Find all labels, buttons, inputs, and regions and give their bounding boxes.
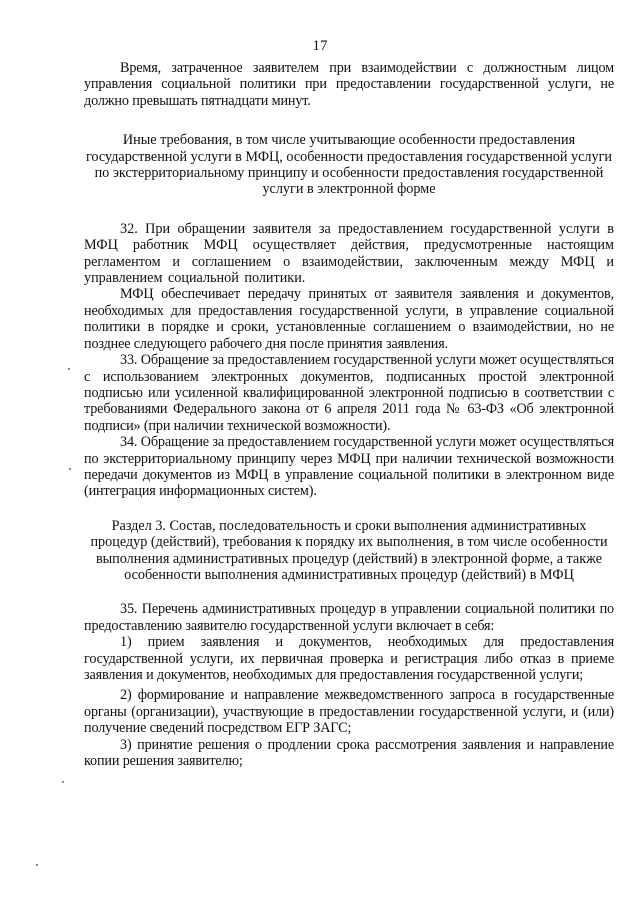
paragraph-33: 33. Обращение за предоставлением государственной услуги может осуществляться с использованием электронных документов, подписанных простой электронной подписью или усиленной квалифицированной электронной подписью в соответствии с требованиями Федерального закона от 6 апреля 2011 года № 63-ФЗ «Об электронной подписи» (при наличии технической возможности). — [84, 352, 614, 434]
document-body — [84, 60, 614, 769]
scan-speck — [68, 368, 70, 370]
spacer — [84, 198, 614, 221]
list-item-35-2: 2) формирование и направление межведомственного запроса в государственные органы (организации), участвующие в предоставлении государственной услуги, и (или) получение сведений посредством ЕГР ЗАГС; — [84, 687, 614, 737]
paragraph-35: 35. Перечень административных процедур в управлении социальной политики по предоставлению заявителю государственной услуги включает в себя: — [84, 601, 614, 634]
paragraph-time-limit: Время, затраченное заявителем при взаимодействии с должностным лицом управления социальной политики при предоставлении государственной услуги, не должно превышать пятнадцати минут. — [84, 60, 614, 109]
scan-speck — [69, 468, 71, 470]
scan-speck — [62, 781, 64, 783]
spacer — [84, 109, 614, 132]
paragraph-32a: 32. При обращении заявителя за предоставлением государственной услуги в МФЦ работник МФЦ осуществляет действия, предусмотренные настоящим регламентом и соглашением о взаимодействии, заключенным между МФЦ и управлением социальной политики. — [84, 220, 614, 287]
list-item-35-1: 1) прием заявления и документов, необходимых для предоставления государственной услуги, их первичная проверка и регистрация либо отказ в приеме заявления и документов, необходимых для предоставления государственной услуги; — [84, 634, 614, 683]
heading-section-3: Раздел 3. Состав, последовательность и сроки выполнения административных процедур (действий), требования к порядку их выполнения, в том числе особенности выполнения административных процедур (действий) в электронной форме, а также особенности выполнения административных процедур (действий) в МФЦ — [90, 517, 608, 583]
heading-other-requirements: Иные требования, в том числе учитывающие особенности предоставления государственной услуги в МФЦ, особенности предоставления государственной услуги по экстерриториальному принципу и особенности предоставления государственной услуги в электронной форме — [85, 132, 613, 198]
list-item-35-3: 3) принятие решения о продлении срока рассмотрения заявления и направление копии решения заявителю; — [84, 736, 614, 770]
page-number: 17 — [312, 38, 328, 54]
spacer — [84, 583, 614, 601]
scan-speck — [36, 864, 38, 866]
spacer — [84, 500, 614, 518]
paragraph-34: 34. Обращение за предоставлением государственной услуги может осуществляться по экстерриториальному принципу через МФЦ при наличии технической возможности передачи документов из МФЦ в управление социальной политики в электронном виде (интеграция информационных систем). — [84, 434, 614, 500]
paragraph-32b: МФЦ обеспечивает передачу принятых от заявителя заявления и документов, необходимых для предоставления государственной услуги, в управление социальной политики в порядке и сроки, установленные соглашением о взаимодействии, но не позднее следующего рабочего дня после принятия заявления. — [84, 286, 614, 352]
